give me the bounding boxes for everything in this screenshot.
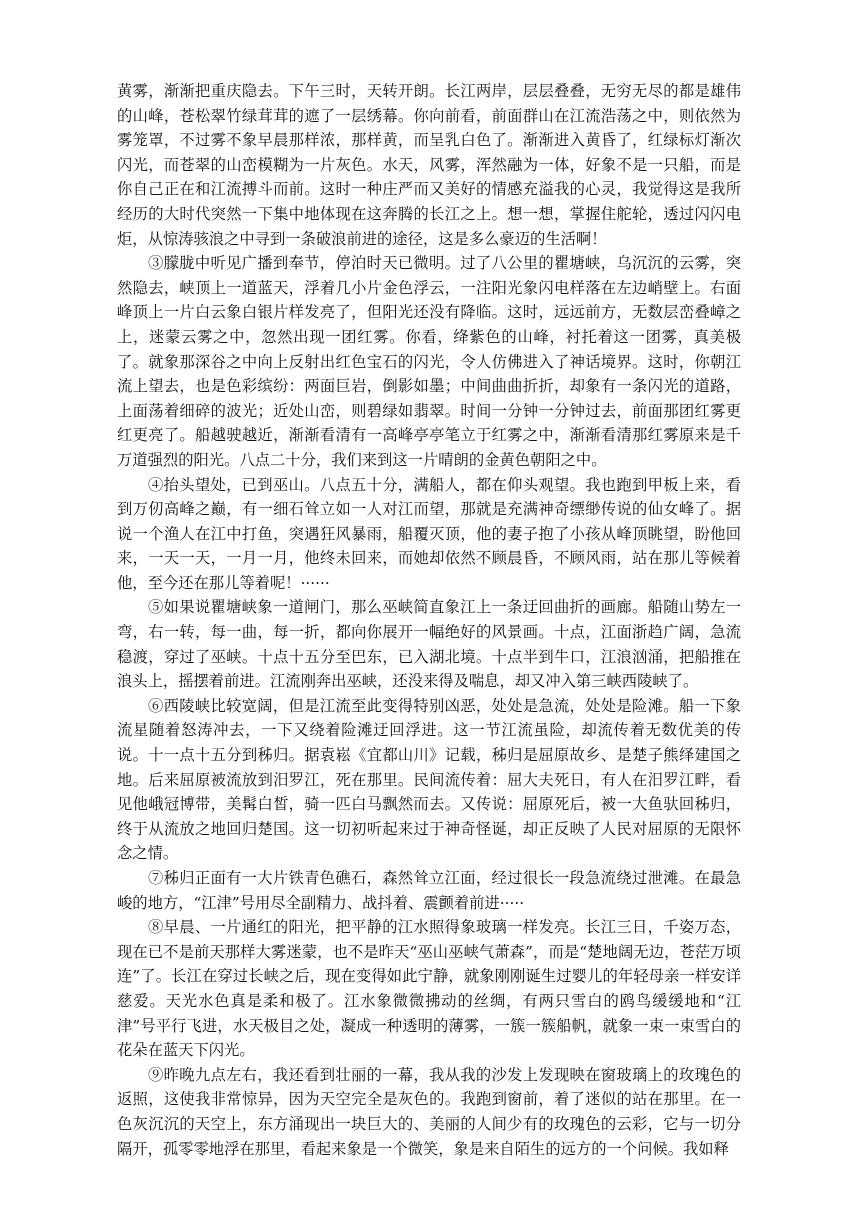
paragraph-5: ⑤如果说瞿塘峡象一道闸门，那么巫峡简直象江上一条迂回曲折的画廊。船随山势左一弯，右一转，每一曲，每一折，都向你展开一幅绝好的风景画。十点，江面浙趋广阔，急流稳渡，穿过了巫峡。十点十五分至巴东，已入湖北境。十点半到牛口，江浪汹涌，把船推在浪头上，摇摆着前进。江流刚奔出巫峡，还没来得及喘息，却又冲入第三峡西陵峡了。 [117,598,741,691]
paragraph-7: ⑦秭归正面有一大片铁青色礁石，森然耸立江面，经过很长一段急流绕过泄滩。在最急峻的地方，“江津”号用尽全副精力、战抖着、震颤着前进····· [117,869,741,912]
paragraph-continuation: 黄雾，渐渐把重庆隐去。下午三时，天转开朗。长江两岸，层层叠叠，无穷无尽的都是雄伟的山峰，苍松翠竹绿茸茸的遮了一层绣幕。你向前看，前面群山在江流浩荡之中，则依然为雾笼罩，不过雾不象早晨那样浓，那样黄，而呈乳白色了。渐渐进入黄昏了，红绿标灯渐次闪光，而苍翠的山峦模糊为一片灰色。水天，风雾，浑然融为一体，好象不是一只船，而是你自己正在和江流搏斗而前。这时一种庄严而又美好的情感充溢我的心灵，我觉得这是我所经历的大时代突然一下集中地体现在这奔腾的长江之上。想一想，掌握住舵轮，透过闪闪电炬，从惊涛骇浪之中寻到一条破浪前进的途径，这是多么豪迈的生活啊！ [117,82,741,248]
paragraph-3: ③朦胧中听见广播到奉节，停泊时天已微明。过了八公里的瞿塘峡，乌沉沉的云雾，突然隐去，峡顶上一道蓝天，浮着几小片金色浮云，一注阳光象闪电样落在左边峭壁上。右面峰顶上一片白云象白银片样发亮了，但阳光还没有降临。这时，远远前方，无数层峦叠嶂之上，迷蒙云雾之中，忽然出现一团红雾。你看，绛紫色的山峰，衬托着这一团雾，真美极了。就象那深谷之中向上反射出红色宝石的闪光，令人仿佛进入了神话境界。这时，你朝江流上望去，也是色彩缤纷：两面巨岩，倒影如墨；中间曲曲折折，却象有一条闪光的道路，上面荡着细碎的波光；近处山峦，则碧绿如翡翠。时间一分钟一分钟过去，前面那团红雾更红更亮了。船越驶越近，渐渐看清有一高峰亭亭笔立于红雾之中，渐渐看清那红雾原来是千万道强烈的阳光。八点二十分，我们来到这一片晴朗的金黄色朝阳之中。 [117,254,741,469]
paragraph-4: ④抬头望处，已到巫山。八点五十分，满船人，都在仰头观望。我也跑到甲板上来，看到万仞高峰之巅，有一细石耸立如一人对江而望，那就是充满神奇缥缈传说的仙女峰了。据说一个渔人在江中打鱼，突遇狂风暴雨，船覆灭顶，他的妻子抱了小孩从峰顶眺望，盼他回来，一天一天，一月一月，他终未回来，而她却依然不顾晨昏，不顾风雨，站在那儿等候着他，至今还在那儿等着呢！······ [117,475,741,592]
article-body [117,79,741,1161]
paragraph-8: ⑧早晨、一片通红的阳光，把平静的江水照得象玻璃一样发亮。长江三日，千姿万态，现在已不是前天那样大雾迷蒙，也不是昨天“巫山巫峡气萧森”，而是“楚地阔无边，苍茫万顷连”了。长江在穿过长峡之后，现在变得如此宁静，就象刚刚诞生过婴儿的年轻母亲一样安详慈爱。天光水色真是柔和极了。江水象微微拂动的丝绸，有两只雪白的鸥鸟缓缓地和“江津”号平行飞进，水天极目之处，凝成一种透明的薄雾，一簇一簇船帆，就象一束一束雪白的花朵在蓝天下闪光。 [117,918,741,1060]
paragraph-6: ⑥西陵峡比较宽阔，但是江流至此变得特别凶恶，处处是急流，处处是险滩。船一下象流星随着怒涛冲去，一下又绕着险滩迂回浮进。这一节江流虽险，却流传着无数优美的传说。十一点十五分到秭归。据袁崧《宜都山川》记载，秭归是屈原故乡、是楚子熊绎建国之地。后来屈原被流放到汨罗江，死在那里。民间流传着：屈大夫死日，有人在汨罗江畔，看见他峨冠博带，美髯白皙，骑一匹白马飘然而去。又传说：屈原死后，被一大鱼驮回秭归，终于从流放之地回归楚国。这一切初听起来过于神奇怪诞，却正反映了人民对屈原的无限怀念之情。 [117,696,741,863]
paragraph-9: ⑨昨晚九点左右，我还看到壮丽的一幕，我从我的沙发上发现映在窗玻璃上的玫瑰色的返照，这使我非常惊异，因为天空完全是灰色的。我跑到窗前，着了迷似的站在那里。在一色灰沉沉的天空上，东方涌现出一块巨大的、美丽的人间少有的玫瑰色的云彩，它与一切分隔开，孤零零地浮在那里，看起来象是一个微笑，象是来自陌生的远方的一个问候。我如释 [117,1065,741,1158]
